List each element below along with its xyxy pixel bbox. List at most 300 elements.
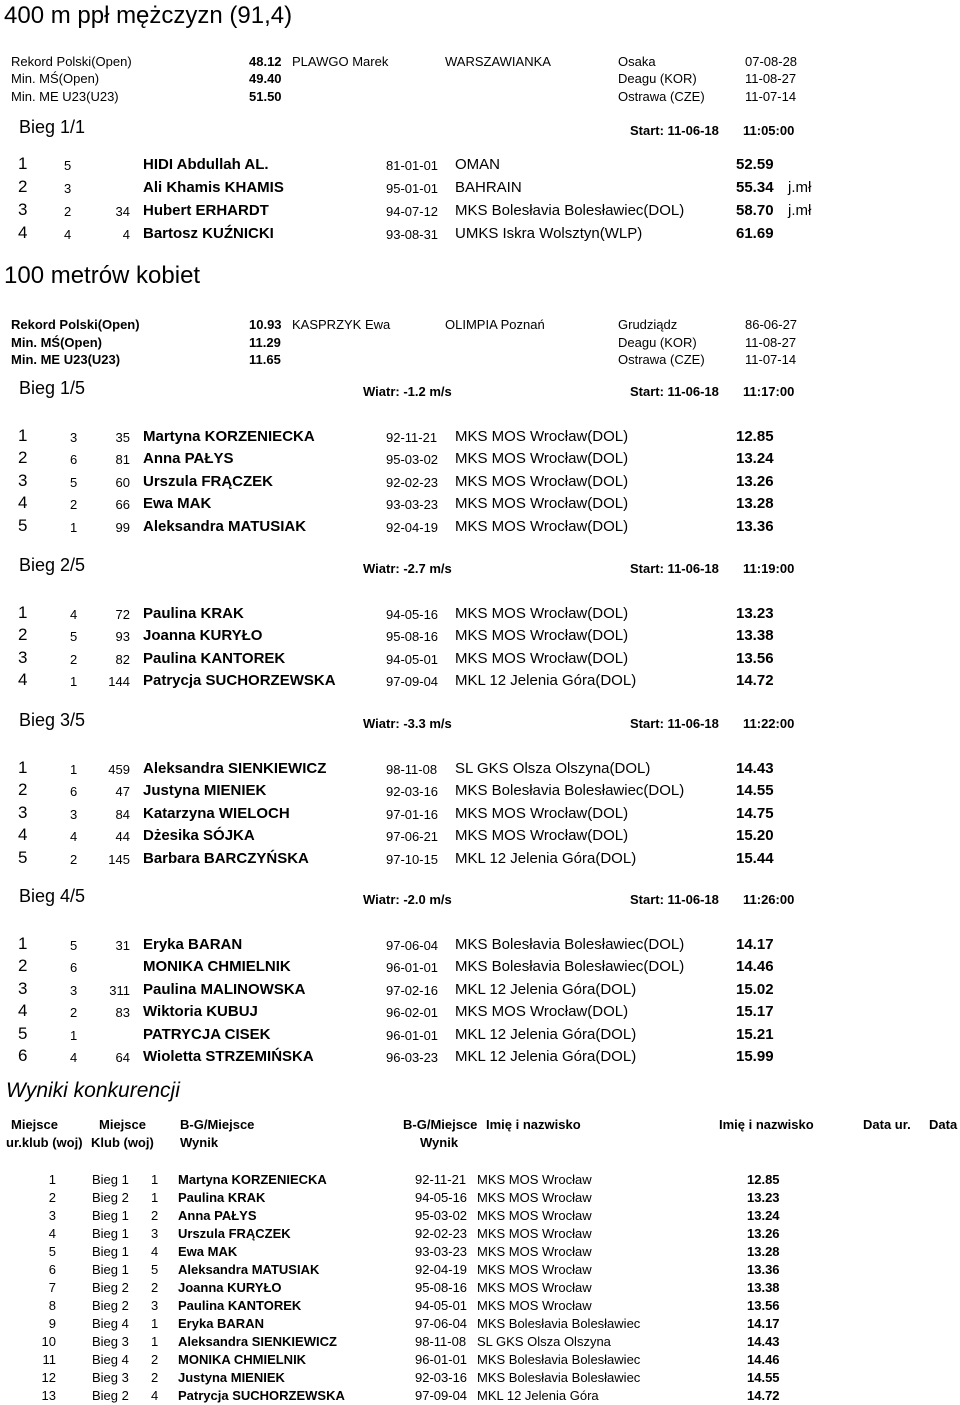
row-place: 4 (18, 493, 28, 513)
row-result: 55.34 (736, 179, 774, 196)
record-value: 49.40 (249, 71, 282, 86)
row-club: MKL 12 Jelenia Góra(DOL) (455, 1048, 637, 1065)
row-number: 72 (115, 607, 130, 622)
record-date: 11-07-14 (745, 89, 797, 104)
summary-heat-place: 1 (151, 1316, 159, 1331)
heat-time: 11:05:00 (743, 123, 795, 138)
heat-label: Bieg 1/5 (19, 378, 86, 398)
summary-result: 14.43 (747, 1334, 780, 1349)
row-name: Paulina MALINOWSKA (143, 980, 306, 998)
row-place: 4 (18, 825, 28, 845)
row-club: OMAN (455, 156, 500, 173)
row-result: 15.02 (736, 980, 774, 998)
heat-label: Bieg 2/5 (19, 555, 86, 575)
summary-name: Eryka BARAN (178, 1316, 264, 1331)
row-lane: 5 (70, 474, 78, 490)
row-number: 83 (115, 1005, 130, 1021)
row-lane: 3 (70, 430, 78, 445)
summary-club: MKS MOS Wrocław (477, 1262, 592, 1277)
row-dob: 96-03-23 (386, 1050, 439, 1065)
row-club: MKS Bolesłavia Bolesławiec(DOL) (455, 782, 685, 800)
row-lane: 2 (70, 651, 78, 667)
summary-result: 14.17 (747, 1316, 780, 1331)
row-dob: 92-02-23 (386, 474, 439, 490)
row-name: Aleksandra SIENKIEWICZ (143, 760, 327, 777)
row-club: MKS MOS Wrocław(DOL) (455, 605, 629, 622)
row-name: Paulina KRAK (143, 605, 244, 622)
row-dob: 97-02-16 (386, 982, 439, 998)
row-result: 13.38 (736, 627, 774, 645)
row-lane: 4 (70, 1050, 78, 1065)
record-label: Min. MŚ(Open) (11, 71, 100, 86)
row-name: Joanna KURYŁO (143, 627, 263, 645)
summary-heat: Bieg 2 (92, 1190, 129, 1205)
summary-club: MKS MOS Wrocław (477, 1226, 592, 1241)
record-place: Deagu (KOR) (618, 71, 697, 86)
row-dob: 95-08-16 (386, 629, 439, 645)
summary-heat: Bieg 1 (92, 1226, 129, 1241)
row-result: 15.44 (736, 849, 774, 867)
summary-header: Imię i nazwisko (486, 1117, 581, 1132)
row-result: 14.75 (736, 804, 774, 822)
row-place: 2 (18, 625, 28, 645)
row-name: Bartosz KUŹNICKI (143, 225, 274, 242)
summary-heat: Bieg 1 (92, 1262, 129, 1277)
heat-time: 11:22:00 (743, 716, 795, 731)
summary-dob: 97-06-04 (415, 1316, 468, 1331)
summary-club: MKS MOS Wrocław (477, 1298, 592, 1313)
row-name: Katarzyna WIELOCH (143, 804, 290, 822)
summary-dob: 95-08-16 (415, 1280, 468, 1295)
heat-wind: Wiatr: -3.3 m/s (363, 716, 452, 731)
record-value: 11.29 (249, 335, 281, 350)
row-club: MKS MOS Wrocław(DOL) (455, 472, 629, 490)
row-name: Eryka BARAN (143, 936, 243, 953)
row-lane: 3 (70, 806, 78, 822)
row-club: MKS MOS Wrocław(DOL) (455, 649, 629, 667)
summary-result: 13.23 (747, 1190, 780, 1205)
summary-result: 13.56 (747, 1298, 780, 1313)
summary-heat-place: 2 (151, 1370, 159, 1385)
summary-result: 14.55 (747, 1370, 780, 1385)
row-dob: 97-01-16 (386, 806, 439, 822)
row-place: 5 (18, 515, 28, 535)
summary-header: Miejsce (99, 1117, 146, 1132)
row-name: Martyna KORZENIECKA (143, 428, 315, 445)
row-result: 14.17 (736, 936, 774, 953)
summary-result: 13.28 (747, 1244, 780, 1259)
row-dob: 97-10-15 (386, 851, 439, 867)
row-lane: 1 (70, 1027, 78, 1043)
summary-result: 13.36 (747, 1262, 780, 1277)
record-value: 51.50 (249, 89, 282, 104)
row-result: 13.28 (736, 495, 774, 513)
summary-club: MKS Bolesłavia Bolesławiec (477, 1316, 641, 1331)
row-dob: 81-01-01 (386, 158, 439, 173)
section-title-400m: 400 m ppł mężczyzn (91,4) (4, 2, 293, 29)
summary-heat: Bieg 1 (92, 1244, 129, 1259)
record-holder: KASPRZYK Ewa (292, 317, 391, 332)
row-name: Anna PAŁYS (143, 450, 234, 468)
row-result: 13.23 (736, 605, 774, 622)
heat-wind: Wiatr: -2.7 m/s (363, 561, 452, 576)
row-dob: 96-02-01 (386, 1005, 439, 1021)
row-lane: 4 (64, 227, 72, 242)
summary-dob: 95-03-02 (415, 1208, 468, 1223)
row-place: 3 (18, 647, 28, 667)
summary-dob: 92-02-23 (415, 1226, 468, 1241)
record-place: Ostrawa (CZE) (618, 352, 705, 367)
row-club: MKS Bolesłavia Bolesławiec(DOL) (455, 936, 685, 953)
row-name: Aleksandra MATUSIAK (143, 517, 307, 535)
summary-heat-place: 1 (151, 1334, 159, 1349)
row-number: 4 (122, 227, 130, 242)
summary-dob: 92-11-21 (415, 1172, 467, 1187)
row-dob: 94-05-16 (386, 607, 439, 622)
row-lane: 6 (70, 784, 78, 800)
row-lane: 2 (70, 497, 78, 513)
row-club: MKS MOS Wrocław(DOL) (455, 517, 629, 535)
row-number: 84 (115, 806, 130, 822)
row-dob: 97-09-04 (386, 674, 439, 690)
summary-result: 12.85 (747, 1172, 780, 1187)
row-name: Wioletta STRZEMIŃSKA (143, 1048, 314, 1065)
row-club: BAHRAIN (455, 179, 522, 196)
summary-place: 3 (48, 1208, 56, 1223)
row-club: MKL 12 Jelenia Góra(DOL) (455, 980, 637, 998)
summary-place: 10 (41, 1334, 56, 1349)
summary-heat: Bieg 1 (92, 1172, 129, 1187)
summary-heat-place: 4 (151, 1244, 159, 1259)
row-club: UMKS Iskra Wolsztyn(WLP) (455, 225, 643, 242)
row-lane: 3 (70, 982, 78, 998)
summary-club: MKS Bolesłavia Bolesławiec (477, 1352, 641, 1367)
summary-heat: Bieg 2 (92, 1298, 129, 1313)
row-club: MKS MOS Wrocław(DOL) (455, 827, 629, 845)
row-dob: 94-07-12 (386, 204, 439, 219)
summary-place: 12 (41, 1370, 56, 1385)
row-number: 144 (108, 674, 130, 690)
summary-result: 14.72 (747, 1388, 780, 1403)
row-dob: 93-08-31 (386, 227, 439, 242)
row-club: MKS MOS Wrocław(DOL) (455, 804, 629, 822)
row-result: 14.72 (736, 672, 774, 690)
summary-heat-place: 3 (151, 1226, 159, 1241)
row-result: 13.36 (736, 517, 774, 535)
row-result: 15.99 (736, 1048, 774, 1065)
row-place: 2 (18, 780, 28, 800)
summary-result: 13.24 (747, 1208, 780, 1223)
summary-heat: Bieg 4 (92, 1352, 129, 1367)
row-lane: 1 (70, 762, 78, 777)
record-value: 10.93 (249, 317, 282, 332)
record-club: OLIMPIA Poznań (445, 317, 545, 332)
row-dob: 97-06-21 (386, 829, 439, 845)
row-dob: 96-01-01 (386, 960, 439, 976)
row-result: 15.20 (736, 827, 774, 845)
row-name: PATRYCJA CISEK (143, 1025, 271, 1043)
row-club: MKL 12 Jelenia Góra(DOL) (455, 672, 637, 690)
row-lane: 2 (70, 1005, 78, 1021)
row-name: Justyna MIENIEK (143, 782, 267, 800)
summary-dob: 94-05-16 (415, 1190, 468, 1205)
row-lane: 6 (70, 960, 78, 976)
row-dob: 92-03-16 (386, 784, 439, 800)
summary-header: Wynik (180, 1135, 219, 1150)
summary-place: 6 (48, 1262, 56, 1277)
row-club: MKL 12 Jelenia Góra(DOL) (455, 849, 637, 867)
row-number: 31 (115, 938, 130, 953)
row-name: Barbara BARCZYŃSKA (143, 849, 309, 867)
row-dob: 98-11-08 (386, 762, 438, 777)
summary-header: B-G/Miejsce (403, 1117, 478, 1132)
row-name: Wiktoria KUBUJ (143, 1003, 258, 1021)
summary-dob: 93-03-23 (415, 1244, 468, 1259)
row-name: Ali Khamis KHAMIS (143, 179, 284, 196)
summary-heat: Bieg 2 (92, 1280, 129, 1295)
row-club: SL GKS Olsza Olszyna(DOL) (455, 760, 651, 777)
row-result: 61.69 (736, 225, 774, 242)
row-club: MKS Bolesłavia Bolesławiec(DOL) (455, 202, 685, 219)
summary-header: Klub (woj) (91, 1135, 154, 1150)
summary-dob: 92-04-19 (415, 1262, 468, 1277)
row-number: 81 (115, 452, 130, 468)
heat-label: Bieg 1/1 (19, 117, 86, 137)
row-result: 15.21 (736, 1025, 774, 1043)
heat-start: Start: 11-06-18 (630, 716, 719, 731)
summary-place: 7 (48, 1280, 56, 1295)
summary-heat-place: 3 (151, 1298, 159, 1313)
row-lane: 1 (70, 519, 78, 535)
row-name: Dżesika SÓJKA (143, 827, 255, 845)
summary-club: SL GKS Olsza Olszyna (477, 1334, 611, 1349)
row-club: MKS MOS Wrocław(DOL) (455, 428, 629, 445)
summary-name: Anna PAŁYS (178, 1208, 257, 1223)
summary-place: 9 (48, 1316, 56, 1331)
row-result: 14.55 (736, 782, 774, 800)
summary-club: MKS MOS Wrocław (477, 1190, 592, 1205)
row-note: j.mł (788, 202, 812, 219)
heat-wind: Wiatr: -1.2 m/s (363, 384, 452, 399)
row-lane: 2 (64, 204, 72, 219)
row-number: 93 (115, 629, 130, 645)
row-dob: 95-01-01 (386, 181, 439, 196)
row-lane: 3 (64, 181, 72, 196)
row-place: 5 (18, 1023, 28, 1043)
row-number: 34 (115, 204, 130, 219)
row-place: 1 (18, 154, 28, 173)
row-number: 99 (115, 519, 130, 535)
summary-club: MKL 12 Jelenia Góra (477, 1388, 599, 1403)
row-note: j.mł (788, 179, 812, 196)
summary-heat-place: 1 (151, 1172, 159, 1187)
record-club: WARSZAWIANKA (445, 54, 551, 69)
summary-dob: 97-09-04 (415, 1388, 468, 1403)
row-number: 66 (115, 497, 130, 513)
summary-name: Ewa MAK (178, 1244, 238, 1259)
summary-heat: Bieg 4 (92, 1316, 129, 1331)
summary-name: Urszula FRĄCZEK (178, 1226, 291, 1241)
summary-dob: 94-05-01 (415, 1298, 468, 1313)
heat-label: Bieg 3/5 (19, 710, 86, 730)
row-result: 12.85 (736, 428, 774, 445)
summary-club: MKS MOS Wrocław (477, 1244, 592, 1259)
summary-result: 14.46 (747, 1352, 780, 1367)
summary-name: Patrycja SUCHORZEWSKA (178, 1388, 345, 1403)
summary-club: MKS Bolesłavia Bolesławiec (477, 1370, 641, 1385)
summary-result: 13.26 (747, 1226, 780, 1241)
row-dob: 92-11-21 (386, 430, 438, 445)
record-label: Rekord Polski(Open) (11, 54, 132, 69)
summary-heat: Bieg 1 (92, 1208, 129, 1223)
summary-dob: 96-01-01 (415, 1352, 468, 1367)
summary-club: MKS MOS Wrocław (477, 1208, 592, 1223)
row-place: 1 (18, 758, 28, 777)
row-place: 2 (18, 448, 28, 468)
summary-header: Data (929, 1117, 958, 1132)
row-number: 64 (115, 1050, 130, 1065)
row-result: 15.17 (736, 1003, 774, 1021)
row-lane: 4 (70, 607, 78, 622)
summary-place: 11 (42, 1352, 56, 1367)
summary-club: MKS MOS Wrocław (477, 1172, 592, 1187)
row-lane: 6 (70, 452, 78, 468)
row-dob: 96-01-01 (386, 1027, 439, 1043)
row-result: 13.24 (736, 450, 774, 468)
row-result: 13.56 (736, 649, 774, 667)
summary-name: Paulina KRAK (178, 1190, 266, 1205)
heat-start: Start: 11-06-18 (630, 384, 719, 399)
row-place: 2 (18, 177, 28, 196)
record-value: 48.12 (249, 54, 282, 69)
summary-place: 4 (48, 1226, 56, 1241)
row-dob: 94-05-01 (386, 651, 439, 667)
summary-header: B-G/Miejsce (180, 1117, 255, 1132)
heat-start: Start: 11-06-18 (630, 123, 719, 138)
record-value: 11.65 (249, 352, 281, 367)
row-number: 459 (108, 762, 130, 777)
row-dob: 93-03-23 (386, 497, 439, 513)
row-name: Ewa MAK (143, 495, 212, 513)
summary-name: Joanna KURYŁO (178, 1280, 282, 1295)
record-date: 11-08-27 (745, 71, 797, 86)
summary-name: Paulina KANTOREK (178, 1298, 302, 1313)
row-result: 58.70 (736, 202, 774, 219)
summary-heat-place: 1 (151, 1190, 159, 1205)
summary-header: Imię i nazwisko (719, 1117, 814, 1132)
summary-place: 5 (48, 1244, 56, 1259)
record-place: Ostrawa (CZE) (618, 89, 705, 104)
record-date: 07-08-28 (745, 54, 798, 69)
heat-time: 11:17:00 (743, 384, 795, 399)
row-result: 14.43 (736, 760, 774, 777)
heat-start: Start: 11-06-18 (630, 892, 719, 907)
row-lane: 4 (70, 829, 78, 845)
row-lane: 5 (64, 158, 72, 173)
row-place: 3 (18, 200, 28, 219)
row-place: 6 (18, 1046, 28, 1065)
summary-dob: 98-11-08 (415, 1334, 467, 1349)
summary-name: Aleksandra SIENKIEWICZ (178, 1334, 337, 1349)
row-club: MKS MOS Wrocław(DOL) (455, 1003, 629, 1021)
row-number: 82 (115, 651, 130, 667)
summary-place: 13 (41, 1388, 56, 1403)
record-place: Grudziądz (618, 317, 678, 332)
summary-place: 8 (48, 1298, 56, 1313)
summary-heat-place: 4 (151, 1388, 159, 1403)
row-place: 4 (18, 670, 28, 690)
row-result: 13.26 (736, 472, 774, 490)
record-date: 11-07-14 (745, 352, 797, 367)
heat-time: 11:26:00 (743, 892, 795, 907)
row-club: MKS MOS Wrocław(DOL) (455, 450, 629, 468)
summary-club: MKS MOS Wrocław (477, 1280, 592, 1295)
row-club: MKS MOS Wrocław(DOL) (455, 627, 629, 645)
record-date: 86-06-27 (745, 317, 798, 332)
row-name: Hubert ERHARDT (143, 202, 269, 219)
summary-header: ur.klub (woj) (6, 1135, 83, 1150)
record-place: Osaka (618, 54, 656, 69)
record-label: Rekord Polski(Open) (11, 317, 140, 332)
row-number: 44 (115, 829, 130, 845)
summary-name: Martyna KORZENIECKA (178, 1172, 327, 1187)
row-number: 311 (109, 982, 130, 998)
row-result: 14.46 (736, 958, 774, 976)
summary-heat-place: 2 (151, 1352, 159, 1367)
record-label: Min. ME U23(U23) (11, 352, 121, 367)
heat-time: 11:19:00 (743, 561, 795, 576)
row-place: 1 (18, 603, 28, 622)
row-number: 47 (115, 784, 130, 800)
row-place: 2 (18, 956, 28, 976)
row-lane: 1 (70, 674, 78, 690)
row-place: 1 (18, 934, 28, 953)
summary-header: Miejsce (11, 1117, 58, 1132)
record-date: 11-08-27 (745, 335, 797, 350)
row-number: 60 (115, 474, 130, 490)
record-place: Deagu (KOR) (618, 335, 697, 350)
heat-label: Bieg 4/5 (19, 886, 86, 906)
row-dob: 97-06-04 (386, 938, 439, 953)
row-name: MONIKA CHMIELNIK (143, 958, 291, 976)
summary-dob: 92-03-16 (415, 1370, 468, 1385)
heat-start: Start: 11-06-18 (630, 561, 719, 576)
row-club: MKS Bolesłavia Bolesławiec(DOL) (455, 958, 685, 976)
record-label: Min. MŚ(Open) (11, 335, 102, 350)
row-name: Patrycja SUCHORZEWSKA (143, 672, 336, 690)
summary-result: 13.38 (747, 1280, 780, 1295)
summary-title: Wyniki konkurencji (6, 1079, 180, 1102)
summary-heat: Bieg 2 (92, 1388, 129, 1403)
row-name: Paulina KANTOREK (143, 649, 286, 667)
row-name: HIDI Abdullah AL. (143, 156, 269, 173)
summary-heat-place: 2 (151, 1280, 159, 1295)
summary-name: Justyna MIENIEK (178, 1370, 285, 1385)
row-place: 5 (18, 847, 28, 867)
heat-wind: Wiatr: -2.0 m/s (363, 892, 452, 907)
row-place: 3 (18, 802, 28, 822)
row-place: 3 (18, 978, 28, 998)
summary-place: 1 (48, 1172, 56, 1187)
row-lane: 2 (70, 851, 78, 867)
summary-header: Data ur. (863, 1117, 911, 1132)
summary-name: MONIKA CHMIELNIK (178, 1352, 307, 1367)
section-title-100m: 100 metrów kobiet (4, 262, 201, 289)
summary-heat-place: 5 (151, 1262, 159, 1277)
summary-place: 2 (48, 1190, 56, 1205)
row-dob: 92-04-19 (386, 519, 439, 535)
row-number: 145 (108, 851, 130, 867)
